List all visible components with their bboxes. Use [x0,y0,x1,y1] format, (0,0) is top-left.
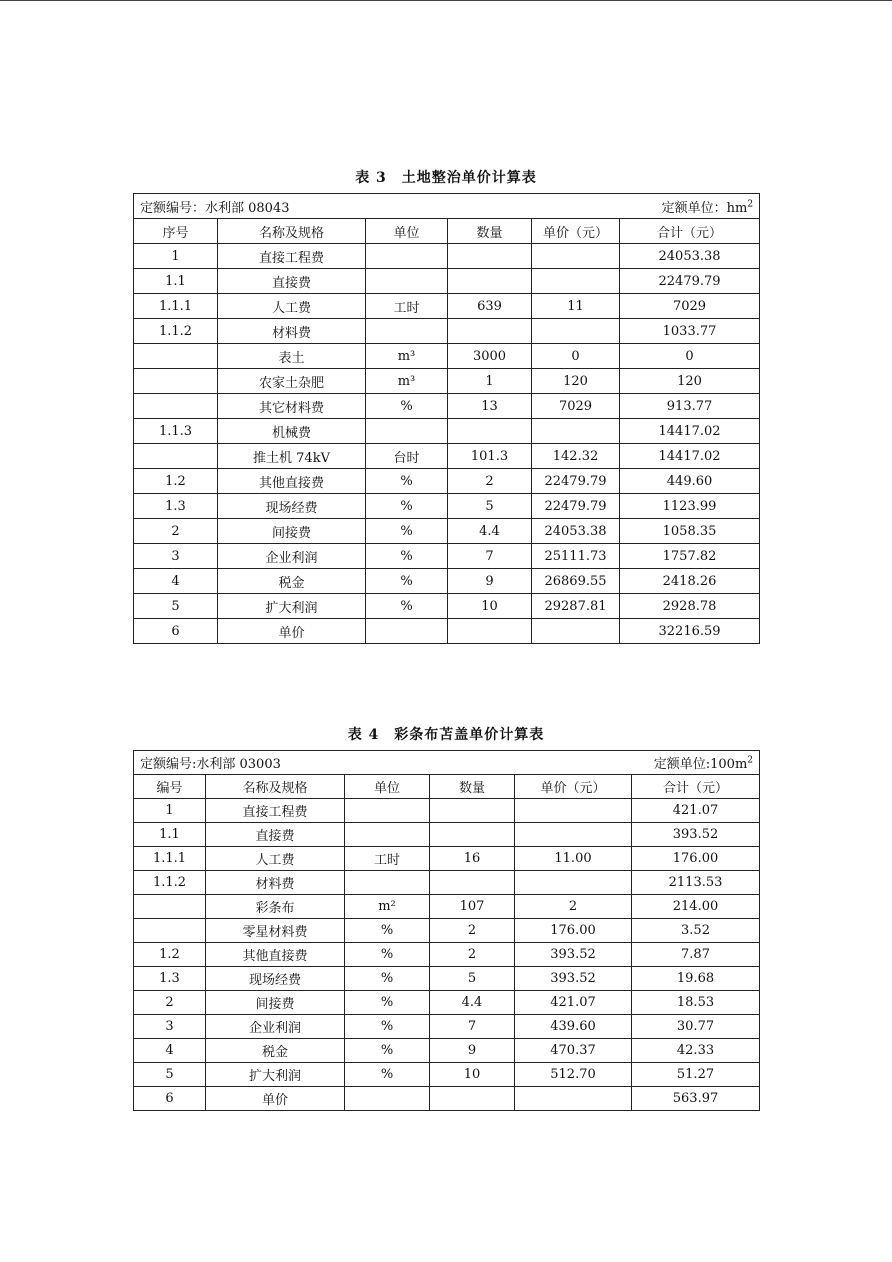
table-cell [430,799,515,823]
table-cell: 工时 [345,847,430,871]
table-row [134,967,760,991]
table-cell [448,244,532,269]
table-row [134,799,760,823]
table-cell: 台时 [366,444,448,469]
table-cell: 913.77 [620,394,760,419]
table-row [134,519,760,544]
table-cell: 1.1 [134,269,218,294]
table-row [134,319,760,344]
table-cell [345,799,430,823]
table-3-header-cell: 单价（元） [532,219,620,244]
table-row [134,1063,760,1087]
table-3-meta-cell [134,194,760,219]
table-row [134,269,760,294]
table-cell [515,823,632,847]
table-cell: 彩条布 [206,895,345,919]
table-cell: 30.77 [632,1015,760,1039]
table-cell: 5 [430,967,515,991]
table-cell [366,269,448,294]
table-cell: 14417.02 [620,444,760,469]
table-cell: 2928.78 [620,594,760,619]
table-cell: 工时 [366,294,448,319]
table-cell: 6 [134,619,218,644]
table-cell: % [366,469,448,494]
table-cell: 直接工程费 [218,244,366,269]
table-cell [345,871,430,895]
table-cell: 120 [532,369,620,394]
table-cell: 5 [134,594,218,619]
table-4-quota-unit [654,753,753,772]
table-cell: 393.52 [515,943,632,967]
table-cell: 直接费 [206,823,345,847]
table-4-header-cell: 单价（元） [515,775,632,799]
table-cell: 2 [448,469,532,494]
table-row [134,444,760,469]
table-3-header-cell: 名称及规格 [218,219,366,244]
table-cell: 32216.59 [620,619,760,644]
table-cell: 176.00 [632,847,760,871]
table-3-header-cell: 单位 [366,219,448,244]
table-cell [134,369,218,394]
table-3-quota-unit-sup: 2 [747,199,754,210]
table-cell: 4 [134,569,218,594]
table-cell: 1757.82 [620,544,760,569]
table-cell: 7029 [532,394,620,419]
table-cell: 214.00 [632,895,760,919]
table-cell: 材料费 [218,319,366,344]
table-4-quota-unit-sup: 2 [747,755,754,766]
table-cell: 农家土杂肥 [218,369,366,394]
table-cell: 19.68 [632,967,760,991]
table-cell: 3.52 [632,919,760,943]
table-row [134,569,760,594]
table-row [134,469,760,494]
table-cell: 1.1.1 [134,294,218,319]
table-cell: 13 [448,394,532,419]
table-cell: 1 [448,369,532,394]
table-cell: 563.97 [632,1087,760,1111]
table-cell: 3 [134,544,218,569]
table-4-header-cell: 数量 [430,775,515,799]
table-cell: 材料费 [206,871,345,895]
table-cell: 1 [134,799,206,823]
table-4-header-cell: 编号 [134,775,206,799]
table-cell: 1.1.3 [134,419,218,444]
table-row [134,594,760,619]
table-cell [430,871,515,895]
unit-price-table-4 [133,750,760,1111]
table-cell [366,244,448,269]
table-cell: 1 [134,244,218,269]
table-row [134,991,760,1015]
table-cell: 11 [532,294,620,319]
table-cell: 单价 [218,619,366,644]
table-row [134,847,760,871]
table-cell: 直接费 [218,269,366,294]
table-cell: 1058.35 [620,519,760,544]
table-cell: 26869.55 [532,569,620,594]
table-3-title: 表 3 土地整治单价计算表 [355,170,537,186]
table-cell [448,419,532,444]
table-cell: 16 [430,847,515,871]
table-row [134,919,760,943]
table-cell: 22479.79 [620,269,760,294]
table-cell [134,919,206,943]
table-cell: 其它材料费 [218,394,366,419]
table-cell: % [345,967,430,991]
table-cell [134,895,206,919]
table-row [134,494,760,519]
table-cell: 512.70 [515,1063,632,1087]
table-row [134,344,760,369]
table-cell: 7029 [620,294,760,319]
table-cell: 470.37 [515,1039,632,1063]
table-cell [345,1087,430,1111]
table-cell: 税金 [218,569,366,594]
table-row [134,544,760,569]
table-cell: 421.07 [632,799,760,823]
table-cell [532,244,620,269]
table-cell [345,823,430,847]
table-cell: % [366,594,448,619]
table-cell [448,619,532,644]
table-4-header-cell: 单位 [345,775,430,799]
table-cell: 25111.73 [532,544,620,569]
table-cell: 人工费 [218,294,366,319]
table-3-header-cell: 合计（元） [620,219,760,244]
table-cell: 2113.53 [632,871,760,895]
table-cell: m³ [366,344,448,369]
table-cell: % [345,991,430,1015]
table-cell: 393.52 [515,967,632,991]
table-4-title: 表 4 彩条布苫盖单价计算表 [347,727,545,743]
table-cell: 4.4 [448,519,532,544]
table-cell [430,823,515,847]
table-row [134,943,760,967]
table-4-quota-number: 定额编号:水利部 03003 [140,757,281,772]
table-cell: % [366,394,448,419]
table-cell: 14417.02 [620,419,760,444]
unit-price-table-3 [133,193,760,644]
table-row [134,394,760,419]
table-cell [366,319,448,344]
table-cell [366,419,448,444]
table-3-quota-unit-text: 定额单位：hm [661,200,748,216]
table-cell: 1.3 [134,494,218,519]
table-cell [430,1087,515,1111]
table-cell [515,871,632,895]
table-cell: 0 [620,344,760,369]
table-cell: 42.33 [632,1039,760,1063]
table-cell: 企业利润 [206,1015,345,1039]
table-3-header-cell: 数量 [448,219,532,244]
table-row [134,1039,760,1063]
table-cell: 11.00 [515,847,632,871]
table-cell: 推土机 74kV [218,444,366,469]
table-cell: 439.60 [515,1015,632,1039]
table-cell: % [345,919,430,943]
table-cell: 2 [134,991,206,1015]
table-cell [532,319,620,344]
table-4-header-row [134,775,760,799]
table-cell: % [345,1063,430,1087]
table-row [134,294,760,319]
table-cell: % [366,544,448,569]
table-row [134,619,760,644]
table-cell: 1.1.1 [134,847,206,871]
table-cell: 税金 [206,1039,345,1063]
table-cell: 101.3 [448,444,532,469]
table-cell: 107 [430,895,515,919]
table-cell [448,269,532,294]
table-row [134,369,760,394]
table-cell: 5 [448,494,532,519]
table-cell: 22479.79 [532,494,620,519]
table-cell: 421.07 [515,991,632,1015]
table-cell: 零星材料费 [206,919,345,943]
table-cell: 9 [430,1039,515,1063]
table-cell: 1.1.2 [134,871,206,895]
table-cell: 扩大利润 [218,594,366,619]
table-cell: 1123.99 [620,494,760,519]
table-cell: 176.00 [515,919,632,943]
table-row [134,895,760,919]
table-cell [134,344,218,369]
table-cell [532,419,620,444]
table-cell: % [366,569,448,594]
table-cell: 2 [515,895,632,919]
table-cell: m³ [366,369,448,394]
table-cell: 29287.81 [532,594,620,619]
page-top-rule [0,0,892,1]
table-cell: 1.1 [134,823,206,847]
table-cell: 142.32 [532,444,620,469]
table-cell [448,319,532,344]
table-cell: 人工费 [206,847,345,871]
table-cell: 24053.38 [532,519,620,544]
table-4-block [133,722,759,1111]
table-cell: 120 [620,369,760,394]
table-3-quota-number: 定额编号：水利部 08043 [140,200,290,216]
table-4-header-cell: 合计（元） [632,775,760,799]
table-cell: 现场经费 [218,494,366,519]
table-cell: 7 [430,1015,515,1039]
table-cell: 1033.77 [620,319,760,344]
table-3-quota-unit [662,197,753,216]
table-cell: 扩大利润 [206,1063,345,1087]
table-cell: 449.60 [620,469,760,494]
table-4-meta-cell [134,751,760,775]
table-cell: 单价 [206,1087,345,1111]
table-cell: 639 [448,294,532,319]
table-4-meta-row [134,751,760,775]
table-cell: 18.53 [632,991,760,1015]
table-cell: 1.2 [134,469,218,494]
table-cell [134,394,218,419]
table-cell: 22479.79 [532,469,620,494]
table-cell: 机械费 [218,419,366,444]
table-cell: 直接工程费 [206,799,345,823]
table-cell: 5 [134,1063,206,1087]
table-row [134,823,760,847]
table-cell: 2 [430,919,515,943]
table-cell: 其他直接费 [206,943,345,967]
table-cell: 51.27 [632,1063,760,1087]
table-cell: % [345,1039,430,1063]
table-cell: 10 [430,1063,515,1087]
table-row [134,1015,760,1039]
table-row [134,244,760,269]
table-cell: m² [345,895,430,919]
table-cell: 4 [134,1039,206,1063]
table-cell: 1.2 [134,943,206,967]
table-cell: 间接费 [206,991,345,1015]
table-cell: % [366,494,448,519]
table-cell: 3000 [448,344,532,369]
table-cell: % [345,943,430,967]
table-cell: 7 [448,544,532,569]
table-cell: 6 [134,1087,206,1111]
table-cell: 2 [430,943,515,967]
table-cell: 10 [448,594,532,619]
table-cell: 9 [448,569,532,594]
table-cell: 间接费 [218,519,366,544]
table-4-header-cell: 名称及规格 [206,775,345,799]
table-cell: 3 [134,1015,206,1039]
table-cell: 4.4 [430,991,515,1015]
table-cell [515,799,632,823]
table-cell [515,1087,632,1111]
table-cell: % [366,519,448,544]
table-cell: 7.87 [632,943,760,967]
table-cell: % [345,1015,430,1039]
table-cell [366,619,448,644]
table-cell [532,269,620,294]
table-row [134,419,760,444]
table-cell [134,444,218,469]
table-cell: 2 [134,519,218,544]
table-cell: 1.3 [134,967,206,991]
table-3-header-row [134,219,760,244]
table-3-meta-row [134,194,760,219]
table-cell: 0 [532,344,620,369]
table-4-quota-unit-text: 定额单位:100m [653,757,748,772]
table-cell: 其他直接费 [218,469,366,494]
table-cell: 2418.26 [620,569,760,594]
table-3-header-cell: 序号 [134,219,218,244]
table-3-block [133,165,759,644]
table-cell: 1.1.2 [134,319,218,344]
table-cell: 企业利润 [218,544,366,569]
table-cell: 24053.38 [620,244,760,269]
table-cell: 表土 [218,344,366,369]
table-cell: 现场经费 [206,967,345,991]
table-row [134,871,760,895]
table-row [134,1087,760,1111]
table-cell [532,619,620,644]
table-cell: 393.52 [632,823,760,847]
